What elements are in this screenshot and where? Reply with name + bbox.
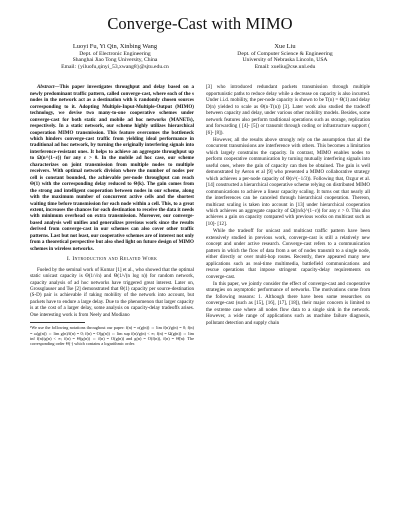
author-block-1 [37,43,193,70]
body-paragraph: While the tradeoff for unicast and multicast traffic pattern have been extensively studied in previous work, converge-cast is still a relatively new concept and under active research. Converge-cast refers to a communication pattern in which the flow of data from a set of nodes transmit to a single node, either directly or over multi-hop routes. Recently, there appeared many new applications such as real-time multimedia, battlefield communications and rescue operations that impose stringent capacity-delay requirements on converge-cast. [206,228,370,280]
author-names: Luoyi Fu, Yi Qin, Xinbing Wang [72,43,158,50]
body-paragraph: However, all the results above strongly rely on the assumption that all the concurrent transmissions are interference with others. This becomes a limitation which largely constrains the capacity. In contrast, MIMO enables nodes to perform cooperative communication by turning mutually interfering signals into useful ones, where the gain of capacity can then be obtained. The gain is well demonstrated by Aeron et al [9] who presented a MIMO collaborative strategy which achieves a per-node capacity of Θ(n^(−1/3)). Following that, Ozgur et al. [14] constructed a hierarchical cooperative scheme relying on distributed MIMO communications to achieve a linear capacity scaling. It turns out that nearly all the interferences can be canceled through hierarchical cooperation. Thereon, multicast scaling is taken into account in [13] under hierarchical cooperation which achieves an aggregate capacity of Ω((n/k)^(1−ε)) for any ε > 0. This also achieves a gain on capacity compared with previous works on multicast such as [10]- [12]. [206,137,370,227]
abstract-lead: Abstract [37,84,55,91]
abstract-text: —This paper investigates throughput and delay based on a newly predominant traffic pattern, called converge-cast, where each of the s nodes in the network act as a destination with k randomly chosen sources corresponding to it. Adopting Multiple-Input-Multiple-Output (MIMO) technology, we devise two many-to-one cooperative schemes under converge-cast for both static and mobile ad hoc networks (MANETs), respectively. In a static network, our scheme highly utilizes hierarchical cooperation MIMO transmission. This feature overcomes the bottleneck which hinders converge-cast traffic from yielding ideal performance in traditional ad hoc network, by turning the originally interfering signals into interference-resistant ones. It helps to achieve an aggregate throughput up to Ω(n^(1−ε)) for any ε > 0. In the mobile ad hoc case, our scheme characterizes on joint transmission from multiple nodes to multiple receivers. With optimal network division where the number of nodes per cell is constant bounded, the achievable per-node throughput can reach Θ(1) with the corresponding delay reduced to Θ(k). The gain comes from the strong and intelligent cooperation between nodes in our scheme, along with the maximum number of concurrent active cells and the shortest waiting time before transmission for each node within a cell. This, to a great extent, increases the chances for each destination to receive the data it needs with minimum overhead on extra transmission. Moreover, our converge-based analysis well unifies and generalizes previous work since the results derived from converge-cast in our schemes can also cover other traffic patterns. Last but not least, our cooperative schemes are of interest not only from a theoretical perspective but also shed light on future design of MIMO schemes in wireless networks. [30,84,194,252]
footnote-divider [30,322,85,323]
section-heading: I. Introduction and Related Work [66,256,158,263]
author-organization: Shanghai Jiao Tong University, China [72,57,158,64]
right-column [206,84,370,346]
body-columns [30,84,370,346]
author-department: Dept. of Computer Science & Engineering [237,50,333,57]
footnote: ¹We use the following notations throughout our paper: f(n) = o(g(n)) ⇔ lim f(n)/g(n) = 0; f(n) = ω(g(n)) ⇔ lim g(n)/f(n) = 0; f(n) = O(g(n)) ⇔ lim sup f(n)/g(n) < ∞; f(n) = Ω(g(n)) ⇔ lim inf f(n)/g(n) < ∞; f(n) = Θ(g(n)) ⇔ f(n) = O(g(n)) and g(n) = O(f(n)), f(n) = Θ̃(n): The corresponding order Θ(·) which contains a logarithmic order. [30,325,194,347]
abstract [30,84,194,252]
author-organization: University of Nebraska Lincoln, USA [242,57,328,64]
body-paragraph: [3] who introduced redundant packets transmission through multiple opportunistic paths to reduce delay while a decrease on capacity is also incurred. Under i.i.d. mobility, the per-node capacity is shown to be T(n) = Θ(1) and delay D(n) yielded to scale as Θ(n·T(n)) [3]. Later work also studied the tradeoff between capacity and delay, under various other mobility models. Besides, some network features also perform traditional operations such as storage, replication and forwarding ( [4]- [5]) or transmit through coding or infrastructure support ( [6]- [8]). [206,84,370,136]
author-list [30,43,370,70]
body-paragraph: In this paper, we jointly consider the effect of converge-cast and cooperative strategies on asymptotic performance of networks. The motivations come from the following reasons: 1. Although there have been some researches on converge-cast (such as [15], [16], [17], [18]), their major concern is limited to the extreme case where all nodes flow data to a single sink in the network. However, a wide range of applications such as machine failure diagnosis, pollutant detection and supply chain [206,280,370,326]
intro-paragraph: Fueled by the seminal work of Kumar [1] et al., who showed that the optimal static unicast capacity is Θ(1/√n) and Θ(1/√(n log n)) for random network, capacity analysis of ad hoc networks have triggered great interest. Later on, Grossglauser and Tse [2] demonstrated that Θ(1) capacity per source-destination (S-D) pair is achievable if taking mobility of the network into account, but packets have to endure a large delay. Due to the phenomenon that larger capacity is at the cost of a larger delay, some analysis on capacity-delay tradeoffs arises. One interesting work is from Neely and Modiano [30,266,194,318]
author-email: Email: xueliu@cse.unl.edu [254,63,316,70]
author-email: Email: {yiluofu,qinyi_53,xwang8}@sjtu.edu.cn [61,63,169,70]
left-column [30,84,194,346]
author-names: Xue Liu [274,43,296,50]
author-block-2 [207,43,363,70]
author-department: Dept. of Electronic Engineering [79,50,151,57]
paper-title: Converge-Cast with MIMO [107,14,293,33]
